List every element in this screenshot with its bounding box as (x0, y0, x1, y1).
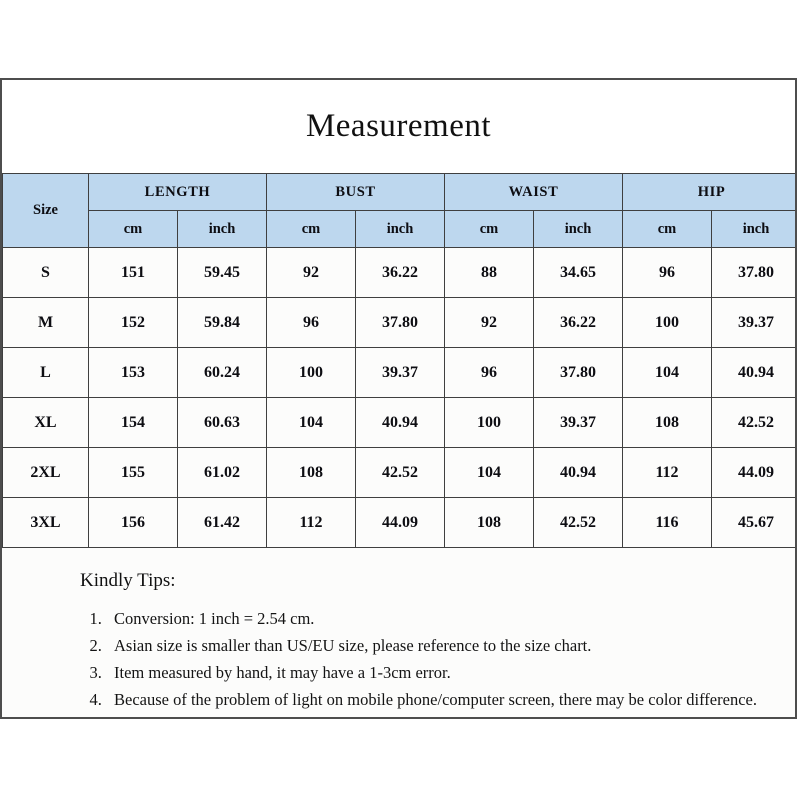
cell-length-inch: 60.63 (178, 398, 267, 448)
cell-waist-inch: 34.65 (534, 248, 623, 298)
cell-hip-inch: 39.37 (712, 298, 798, 348)
cell-size: M (3, 298, 89, 348)
cell-hip-cm: 100 (623, 298, 712, 348)
column-header-size: Size (3, 174, 89, 248)
kindly-tips-list (80, 606, 765, 712)
list-item (106, 660, 765, 685)
table-body (3, 248, 798, 548)
column-group-length: LENGTH (89, 174, 267, 211)
cell-size: S (3, 248, 89, 298)
cell-size: 2XL (3, 448, 89, 498)
cell-waist-cm: 104 (445, 448, 534, 498)
cell-waist-inch: 40.94 (534, 448, 623, 498)
page-title: Measurement (305, 108, 492, 144)
cell-waist-cm: 92 (445, 298, 534, 348)
kindly-tips-section (2, 548, 795, 719)
cell-waist-inch: 39.37 (534, 398, 623, 448)
tip-text: Asian size is smaller than US/EU size, please reference to the size chart. (114, 636, 592, 656)
kindly-tips-heading: Kindly Tips: (80, 570, 176, 591)
table-row (3, 298, 798, 348)
cell-bust-cm: 104 (267, 398, 356, 448)
cell-waist-cm: 88 (445, 248, 534, 298)
table-header-row-groups (3, 174, 798, 211)
cell-size: L (3, 348, 89, 398)
unit-header-bust-inch: inch (356, 211, 445, 248)
list-item (106, 633, 765, 658)
unit-header-waist-inch: inch (534, 211, 623, 248)
cell-length-inch: 61.02 (178, 448, 267, 498)
column-group-hip: HIP (623, 174, 798, 211)
unit-header-waist-cm: cm (445, 211, 534, 248)
table-row (3, 448, 798, 498)
cell-hip-inch: 37.80 (712, 248, 798, 298)
cell-size: XL (3, 398, 89, 448)
cell-bust-inch: 42.52 (356, 448, 445, 498)
cell-hip-inch: 45.67 (712, 498, 798, 548)
cell-length-cm: 156 (89, 498, 178, 548)
cell-length-inch: 59.45 (178, 248, 267, 298)
size-chart-table (2, 173, 797, 548)
table-header (3, 174, 798, 248)
cell-length-cm: 151 (89, 248, 178, 298)
cell-bust-cm: 112 (267, 498, 356, 548)
tip-text: Item measured by hand, it may have a 1-3cm error. (114, 663, 451, 683)
cell-length-inch: 60.24 (178, 348, 267, 398)
measurement-chart-page (0, 78, 797, 719)
unit-header-length-inch: inch (178, 211, 267, 248)
unit-header-hip-cm: cm (623, 211, 712, 248)
table-row (3, 398, 798, 448)
cell-bust-inch: 44.09 (356, 498, 445, 548)
cell-bust-inch: 40.94 (356, 398, 445, 448)
table-row (3, 498, 798, 548)
cell-hip-cm: 104 (623, 348, 712, 398)
cell-waist-cm: 100 (445, 398, 534, 448)
cell-length-cm: 153 (89, 348, 178, 398)
cell-waist-inch: 36.22 (534, 298, 623, 348)
cell-bust-cm: 92 (267, 248, 356, 298)
tip-text: Because of the problem of light on mobile phone/computer screen, there may be color difference. (114, 690, 757, 710)
tip-text: Conversion: 1 inch = 2.54 cm. (114, 609, 315, 628)
cell-waist-inch: 42.52 (534, 498, 623, 548)
cell-bust-cm: 108 (267, 448, 356, 498)
cell-hip-inch: 44.09 (712, 448, 798, 498)
cell-hip-inch: 42.52 (712, 398, 798, 448)
list-item (106, 687, 765, 712)
table-header-row-units (3, 211, 798, 248)
cell-waist-cm: 108 (445, 498, 534, 548)
cell-hip-inch: 40.94 (712, 348, 798, 398)
cell-length-cm: 152 (89, 298, 178, 348)
cell-bust-inch: 39.37 (356, 348, 445, 398)
cell-length-inch: 59.84 (178, 298, 267, 348)
cell-hip-cm: 112 (623, 448, 712, 498)
cell-hip-cm: 116 (623, 498, 712, 548)
table-row (3, 248, 798, 298)
unit-header-length-cm: cm (89, 211, 178, 248)
cell-bust-inch: 36.22 (356, 248, 445, 298)
cell-bust-cm: 100 (267, 348, 356, 398)
cell-bust-inch: 37.80 (356, 298, 445, 348)
cell-length-cm: 154 (89, 398, 178, 448)
unit-header-bust-cm: cm (267, 211, 356, 248)
cell-waist-inch: 37.80 (534, 348, 623, 398)
cell-length-cm: 155 (89, 448, 178, 498)
cell-length-inch: 61.42 (178, 498, 267, 548)
title-area (2, 80, 795, 173)
cell-hip-cm: 96 (623, 248, 712, 298)
list-item (106, 606, 765, 631)
column-group-bust: BUST (267, 174, 445, 211)
cell-bust-cm: 96 (267, 298, 356, 348)
column-group-waist: WAIST (445, 174, 623, 211)
cell-hip-cm: 108 (623, 398, 712, 448)
cell-waist-cm: 96 (445, 348, 534, 398)
unit-header-hip-inch: inch (712, 211, 798, 248)
table-row (3, 348, 798, 398)
cell-size: 3XL (3, 498, 89, 548)
